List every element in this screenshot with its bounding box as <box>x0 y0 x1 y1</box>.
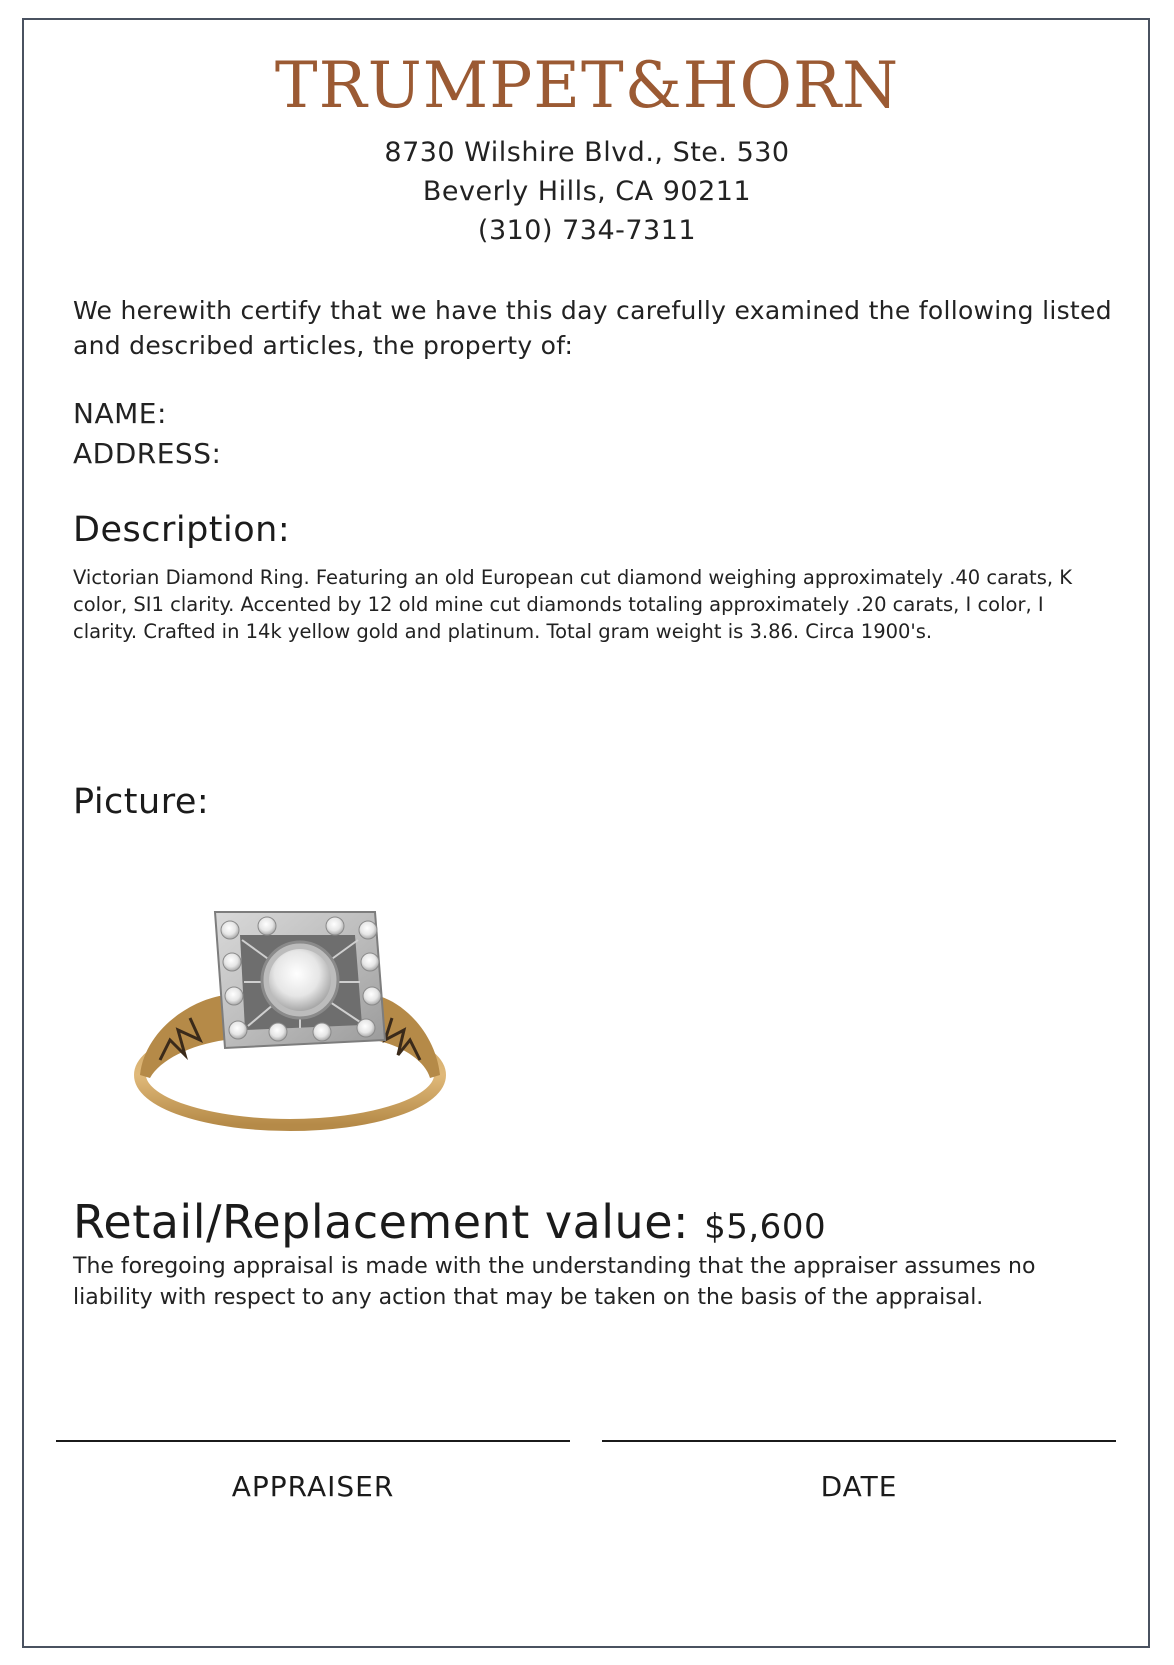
value-amount: $5,600 <box>704 1207 827 1247</box>
appraiser-signature-line <box>56 1440 570 1442</box>
phone-number: (310) 734-7311 <box>477 215 697 246</box>
ring-photo <box>130 900 460 1140</box>
description-heading: Description: <box>73 510 291 550</box>
date-signature-line <box>602 1440 1116 1442</box>
date-label: DATE <box>820 1470 898 1503</box>
certification-statement: We herewith certify that we have this day carefully examined the following listed and described articles, the property of: <box>73 296 1112 360</box>
description-text: Victorian Diamond Ring. Featuring an old European cut diamond weighing approximately .40 carats, K color, SI1 clarity. Accented by 12 old mine cut diamonds totaling approximately .20 carats, I color, I clarity. Crafted in 14k yellow gold and platinum. Total gram weight is 3.86. Circa 1900's. <box>73 566 1073 643</box>
liability-disclaimer: The foregoing appraisal is made with the understanding that the appraiser assumes no liability with respect to any action that may be taken on the basis of the appraisal. <box>73 1254 1036 1310</box>
value-label: Retail/Replacement value: <box>73 1195 690 1249</box>
address-line-2: Beverly Hills, CA 90211 <box>422 176 752 207</box>
brand-logo: TRUMPET&HORN <box>274 49 900 123</box>
address-line-1: 8730 Wilshire Blvd., Ste. 530 <box>384 137 790 168</box>
name-label: NAME: <box>73 397 167 430</box>
address-label: ADDRESS: <box>73 437 222 470</box>
certificate-border <box>22 18 1150 1648</box>
valuation-row <box>73 1195 826 1249</box>
appraiser-label: APPRAISER <box>231 1470 395 1503</box>
picture-heading: Picture: <box>73 782 210 822</box>
